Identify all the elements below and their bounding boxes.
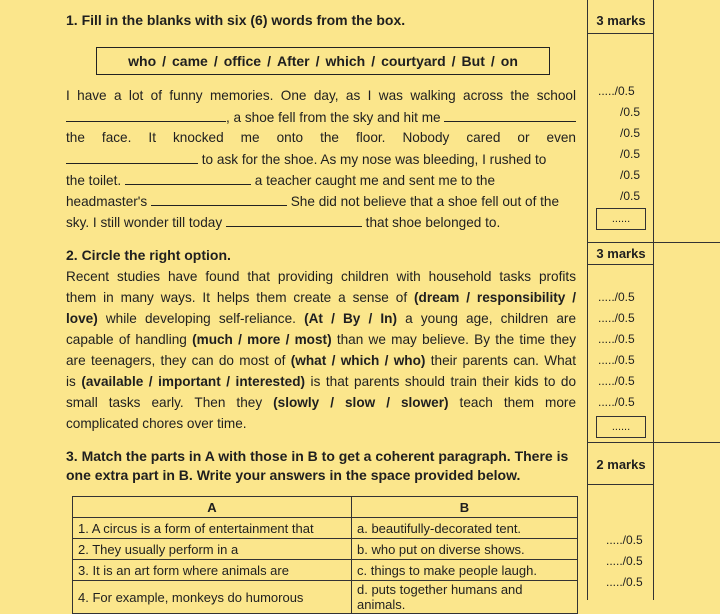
q2-text-line: capable of handling (much / more / most) than we may believe. By the time they (66, 332, 577, 347)
q2-text-line: complicated chores over time. (66, 416, 247, 431)
option-group-4[interactable]: (what / which / who) (290, 353, 426, 368)
marks-column-right-border (653, 0, 654, 600)
q1-score-1: ...../0.5 (598, 84, 635, 98)
q3-score-3: ...../0.5 (606, 575, 643, 589)
q2-score-1: ...../0.5 (598, 290, 635, 304)
q1-score-4: /0.5 (620, 147, 641, 161)
part-b-b: b. who put on diverse shows. (352, 539, 578, 560)
q1-text-line: to ask for the shoe. As my nose was bleeding, I rushed to (66, 151, 576, 167)
part-a-1: 1. A circus is a form of entertainment that (73, 518, 352, 539)
q2-score-5: ...../0.5 (598, 374, 635, 388)
marks-column-divider (587, 0, 588, 600)
q1-text-line: headmaster's She did not believe that a shoe fell out of the (66, 194, 560, 209)
column-a-header: A (73, 497, 352, 518)
q3-title-line-2: one extra part in B. Write your answers in the space provided below. (66, 467, 521, 483)
q2-total-box[interactable]: ...... (596, 416, 646, 438)
part-a-4: 4. For example, monkeys do humorous (73, 581, 352, 614)
matching-table (72, 496, 578, 614)
q2-marks: 3 marks (596, 246, 646, 261)
word-which: which (325, 53, 366, 69)
q1-title: 1. Fill in the blanks with six (6) words from the box. (66, 12, 406, 28)
marks-header-divider (588, 484, 654, 485)
marks-header-divider (588, 33, 654, 34)
q1-score-3: /0.5 (620, 126, 641, 140)
table-row (73, 518, 578, 539)
q2-text-line: love) while developing self-reliance. (At / By / In) a young age, children are (66, 311, 577, 326)
q2-text-line: Recent studies have found that providing children with household tasks profits (66, 269, 576, 284)
q1-text-line: the face. It knocked me onto the floor. Nobody cared or even (66, 130, 576, 145)
option-group-6[interactable]: (slowly / slow / slower) (273, 395, 449, 410)
table-row (73, 560, 578, 581)
q3-score-2: ...../0.5 (606, 554, 643, 568)
q1-text-line: sky. I still wonder till today that shoe belonged to. (66, 215, 501, 230)
q2-score-4: ...../0.5 (598, 353, 635, 367)
option-group-1-end[interactable]: love) (66, 311, 98, 326)
blank-4[interactable] (125, 172, 251, 185)
option-group-5[interactable]: (available / important / interested) (81, 374, 306, 389)
q2-text-line: are teenagers, they can do most of (what / which / who) their parents can. What (66, 353, 576, 368)
q1-score-2: /0.5 (620, 105, 641, 119)
marks-header-divider (588, 264, 654, 265)
part-b-a: a. beautifully-decorated tent. (352, 518, 578, 539)
blank-3[interactable] (66, 151, 198, 164)
q1-text-line: the toilet. a teacher caught me and sent me to the (66, 173, 496, 188)
q1-marks: 3 marks (596, 13, 646, 28)
table-row (73, 581, 578, 614)
q2-text-line: small tasks early. Then they (slowly / slow / slower) teach them more (66, 395, 577, 410)
q1-text-line: I have a lot of funny memories. One day, as I was walking across the school (66, 88, 576, 103)
q2-score-6: ...../0.5 (598, 395, 635, 409)
q2-title: 2. Circle the right option. (66, 247, 231, 263)
blank-1[interactable] (66, 109, 226, 122)
q3-marks: 2 marks (596, 457, 646, 472)
part-a-3: 3. It is an art form where animals are (73, 560, 352, 581)
q3-score-1: ...../0.5 (606, 533, 643, 547)
part-b-d: d. puts together humans and animals. (352, 581, 578, 614)
q3-title-line-1: 3. Match the parts in A with those in B to get a coherent paragraph. There is (66, 448, 569, 464)
word-who: who (128, 53, 157, 69)
table-row (73, 539, 578, 560)
table-header-row (73, 497, 578, 518)
section-divider (588, 442, 720, 443)
q1-score-6: /0.5 (620, 189, 641, 203)
q2-text-line: them in many ways. It helps them create a sense of (dream / responsibility / (66, 290, 577, 305)
word-courtyard: courtyard (381, 53, 446, 69)
word-office: office (223, 53, 262, 69)
q2-text-line: is (available / important / interested) is that parents should train their kids to do (66, 374, 577, 389)
section-divider (588, 242, 720, 243)
option-group-2[interactable]: (At / By / In) (304, 311, 398, 326)
q1-total-box[interactable]: ...... (596, 208, 646, 230)
part-a-2: 2. They usually perform in a (73, 539, 352, 560)
word-box: who / came / office / After / which / courtyard / But / on (96, 47, 550, 75)
column-b-header: B (352, 497, 578, 518)
word-came: came (172, 53, 208, 69)
blank-6[interactable] (226, 214, 362, 227)
option-group-3[interactable]: (much / more / most) (192, 332, 332, 347)
blank-5[interactable] (151, 193, 287, 206)
blank-2[interactable] (444, 109, 576, 122)
word-but: But (461, 53, 485, 69)
q1-score-5: /0.5 (620, 168, 641, 182)
option-group-1[interactable]: (dream / responsibility / (414, 290, 577, 305)
word-after: After (276, 53, 310, 69)
q1-text-line: , a shoe fell from the sky and hit me (66, 109, 576, 125)
q2-score-2: ...../0.5 (598, 311, 635, 325)
word-on: on (500, 53, 518, 69)
q2-score-3: ...../0.5 (598, 332, 635, 346)
part-b-c: c. things to make people laugh. (352, 560, 578, 581)
